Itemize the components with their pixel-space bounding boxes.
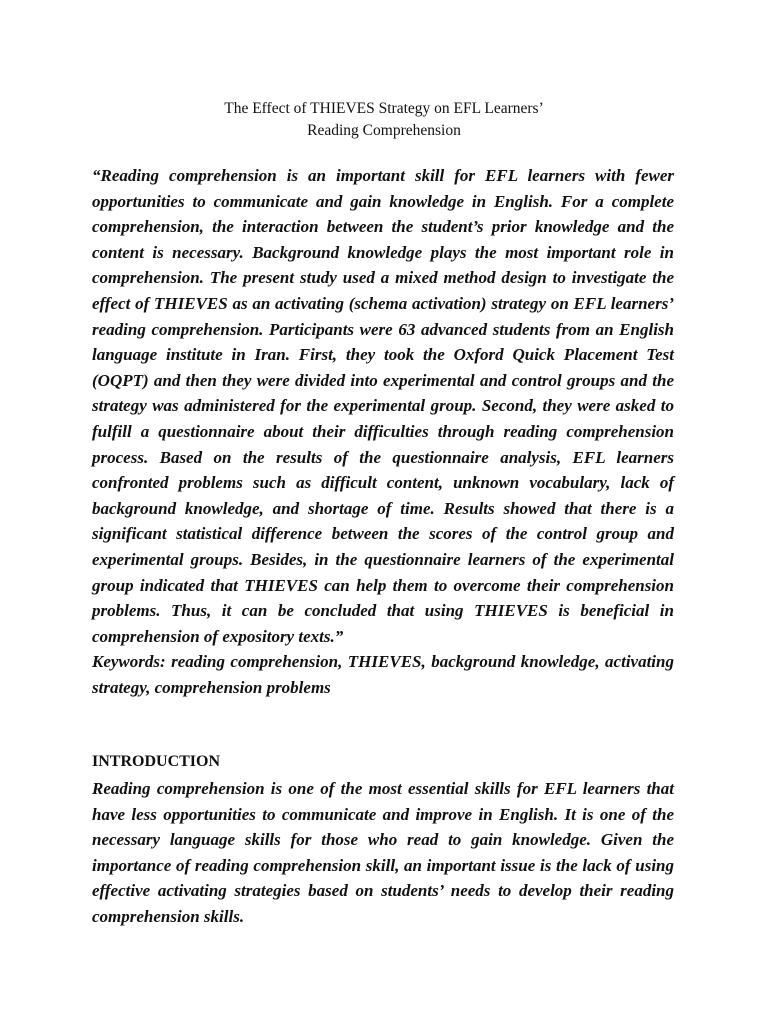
introduction-section bbox=[92, 776, 674, 930]
title-line-2: Reading Comprehension bbox=[307, 122, 461, 140]
keywords-text: Keywords: reading comprehension, THIEVES, background knowledge, activating strategy, comprehension problems bbox=[92, 652, 674, 697]
title-line-1: The Effect of THIEVES Strategy on EFL Learners’ bbox=[224, 100, 544, 118]
abstract-text: “Reading comprehension is an important skill for EFL learners with fewer opportunities to communicate and gain knowledge in English. For a complete comprehension, the interaction between the student’s prior knowledge and the content is necessary. Background knowledge plays the most important role in comprehension. The present study used a mixed method design to investigate the effect of THIEVES as an activating (schema activation) strategy on EFL learners’ reading comprehension. Participants were 63 advanced students from an English language institute in Iran. First, they took the Oxford Quick Placement Test (OQPT) and then they were divided into experimental and control groups and the strategy was administered for the experimental group. Second, they were asked to fulfill a questionnaire about their difficulties through reading comprehension process. Based on the results of the questionnaire analysis, EFL learners confronted problems such as difficult content, unknown vocabulary, lack of background knowledge, and shortage of time. Results showed that there is a significant statistical difference between the scores of the control group and experimental groups. Besides, in the questionnaire learners of the experimental group indicated that THIEVES can help them to overcome their comprehension problems. Thus, it can be concluded that using THIEVES is beneficial in comprehension of expository texts.” bbox=[92, 166, 674, 646]
document-title bbox=[0, 98, 768, 142]
introduction-heading: INTRODUCTION bbox=[92, 753, 221, 770]
introduction-text: Reading comprehension is one of the most essential skills for EFL learners that have less opportunities to communicate and improve in English. It is one of the necessary language skills for those who read to gain knowledge. Given the importance of reading comprehension skill, an important issue is the lack of using effective activating strategies based on students’ needs to develop their reading comprehension skills. bbox=[92, 779, 674, 926]
abstract-section bbox=[92, 163, 674, 700]
